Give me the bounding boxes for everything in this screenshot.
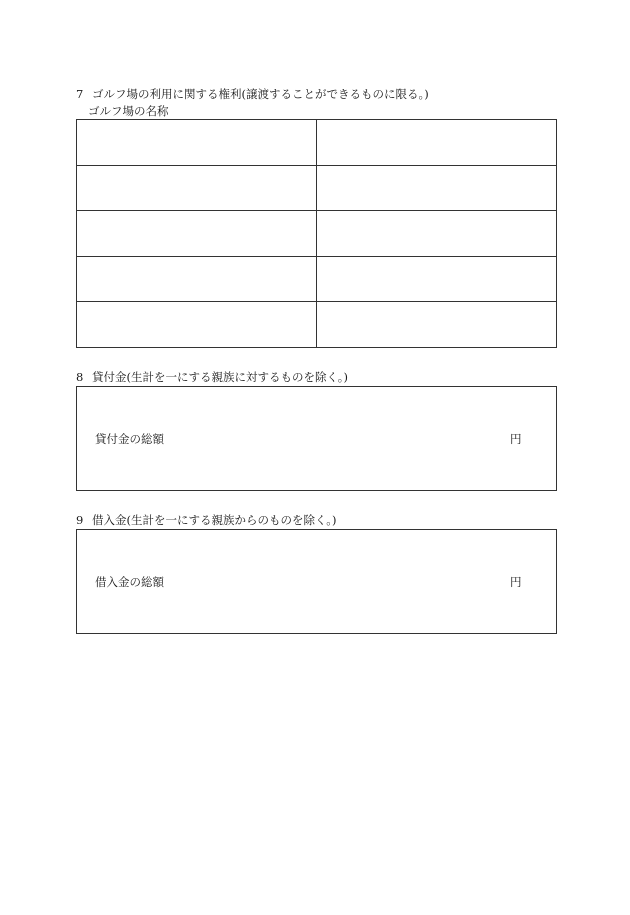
section9-number: 9 bbox=[76, 513, 84, 527]
section7-heading bbox=[76, 87, 429, 101]
section7-table-header: ゴルフ場の名称 bbox=[88, 104, 169, 118]
golf-course-detail-cell[interactable] bbox=[317, 211, 557, 257]
golf-course-detail-cell[interactable] bbox=[317, 120, 557, 166]
section8-number: 8 bbox=[76, 370, 84, 384]
section7-title: ゴルフ場の利用に関する権利(譲渡することができるものに限る。) bbox=[92, 87, 429, 101]
golf-course-table bbox=[76, 119, 557, 348]
golf-course-name-cell[interactable] bbox=[77, 256, 317, 302]
section9-title: 借入金(生計を一にする親族からのものを除く。) bbox=[92, 513, 337, 527]
section9-heading bbox=[76, 513, 337, 527]
table-row bbox=[77, 120, 557, 166]
golf-course-detail-cell[interactable] bbox=[317, 256, 557, 302]
section8-title: 貸付金(生計を一にする親族に対するものを除く。) bbox=[92, 370, 348, 384]
loan-receivable-total-label: 貸付金の総額 bbox=[95, 432, 164, 446]
borrowing-total-label: 借入金の総額 bbox=[95, 575, 164, 589]
loan-receivable-box[interactable] bbox=[76, 386, 557, 491]
section8-heading bbox=[76, 370, 348, 384]
golf-course-name-cell[interactable] bbox=[77, 302, 317, 348]
table-row bbox=[77, 165, 557, 211]
golf-course-detail-cell[interactable] bbox=[317, 302, 557, 348]
table-row bbox=[77, 211, 557, 257]
yen-unit-label: 円 bbox=[510, 575, 522, 589]
borrowing-box[interactable] bbox=[76, 529, 557, 634]
golf-course-name-cell[interactable] bbox=[77, 211, 317, 257]
golf-course-detail-cell[interactable] bbox=[317, 165, 557, 211]
golf-course-name-cell[interactable] bbox=[77, 120, 317, 166]
golf-course-name-cell[interactable] bbox=[77, 165, 317, 211]
table-row bbox=[77, 256, 557, 302]
table-row bbox=[77, 302, 557, 348]
section7-number: 7 bbox=[76, 87, 84, 101]
yen-unit-label: 円 bbox=[510, 432, 522, 446]
